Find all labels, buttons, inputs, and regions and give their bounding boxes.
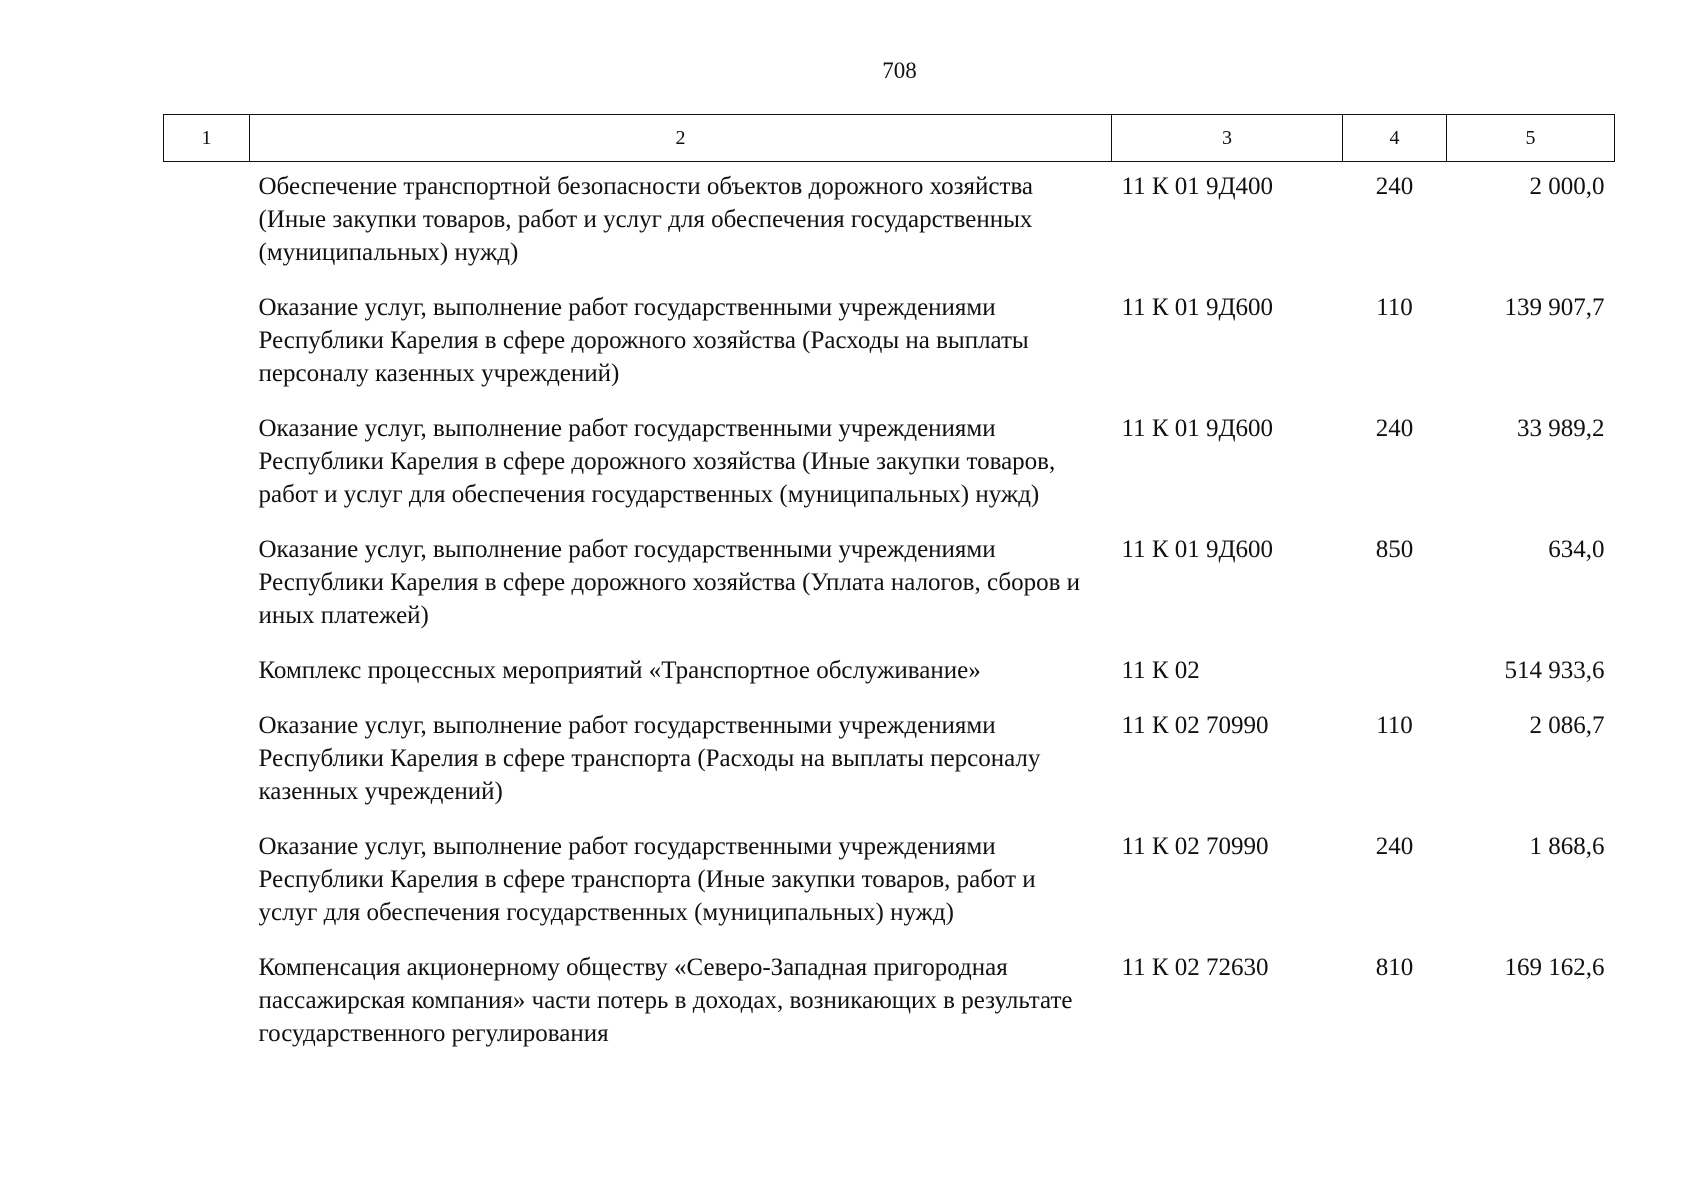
expense-name: Оказание услуг, выполнение работ государственными учреждениями Республики Карелия в сфере дорожного хозяйства (Расходы на выплаты персоналу казенных учреждений) [258,294,1029,387]
table-body [164,162,1615,1064]
table-row [164,821,1615,942]
expense-name: Оказание услуг, выполнение работ государственными учреждениями Республики Карелия в сфере транспорта (Расходы на выплаты персоналу казенных учреждений) [258,712,1041,805]
table-row [164,282,1615,403]
column-header-3: 3 [1112,115,1343,162]
budget-table [163,114,1615,1063]
target-code: 11 К 02 [1121,657,1200,684]
expense-name: Обеспечение транспортной безопасности объектов дорожного хозяйства (Иные закупки товаров, работ и услуг для обеспечения государственных (муниципальных) нужд) [258,173,1034,266]
table-row [164,403,1615,524]
column-header-1: 1 [164,115,250,162]
row-number-cell [164,524,250,645]
expense-name: Оказание услуг, выполнение работ государственными учреждениями Республики Карелия в сфере транспорта (Иные закупки товаров, работ и услуг для обеспечения государственных (муниципальных) нужд) [258,833,1036,926]
amount: 33 989,2 [1517,415,1605,442]
row-number-cell [164,282,250,403]
expense-type-code: 850 [1375,536,1414,563]
header-row [164,115,1615,162]
row-number-cell [164,700,250,821]
target-code: 11 К 02 70990 [1121,833,1269,860]
target-code: 11 К 01 9Д600 [1121,294,1274,321]
expense-type-code: 240 [1375,833,1414,860]
row-number-cell [164,645,250,700]
table-row [164,645,1615,700]
amount: 634,0 [1548,536,1605,563]
row-number-cell [164,162,250,283]
target-code: 11 К 01 9Д400 [1121,173,1274,200]
expense-name: Комплекс процессных мероприятий «Транспортное обслуживание» [258,657,981,684]
amount: 169 162,6 [1504,954,1605,981]
amount: 1 868,6 [1529,833,1605,860]
table-header [164,115,1615,162]
expense-type-code: 240 [1375,415,1414,442]
table-row [164,524,1615,645]
target-code: 11 К 01 9Д600 [1121,536,1274,563]
expense-name: Оказание услуг, выполнение работ государственными учреждениями Республики Карелия в сфере дорожного хозяйства (Иные закупки товаров, работ и услуг для обеспечения государственных (муниципальных) нужд) [258,415,1056,508]
row-number-cell [164,942,250,1063]
amount: 514 933,6 [1504,657,1605,684]
target-code: 11 К 02 72630 [1121,954,1269,981]
row-number-cell [164,403,250,524]
expense-type-code: 110 [1376,712,1413,739]
column-header-5: 5 [1447,115,1615,162]
table-row [164,942,1615,1063]
target-code: 11 К 02 70990 [1121,712,1269,739]
expense-type-code [1343,645,1447,700]
column-header-2: 2 [250,115,1112,162]
column-header-4: 4 [1343,115,1447,162]
table-row [164,700,1615,821]
page-number: 708 [882,58,917,83]
expense-name: Оказание услуг, выполнение работ государственными учреждениями Республики Карелия в сфере дорожного хозяйства (Уплата налогов, сборов и иных платежей) [258,536,1081,629]
expense-type-code: 810 [1375,954,1414,981]
expense-type-code: 110 [1376,294,1413,321]
expense-type-code: 240 [1375,173,1414,200]
expense-name: Компенсация акционерному обществу «Северо-Западная пригородная пассажирская компания» части потерь в доходах, возникающих в результате государственного регулирования [258,954,1073,1047]
target-code: 11 К 01 9Д600 [1121,415,1274,442]
amount: 139 907,7 [1504,294,1605,321]
amount: 2 000,0 [1529,173,1605,200]
table-row [164,162,1615,283]
amount: 2 086,7 [1529,712,1605,739]
row-number-cell [164,821,250,942]
